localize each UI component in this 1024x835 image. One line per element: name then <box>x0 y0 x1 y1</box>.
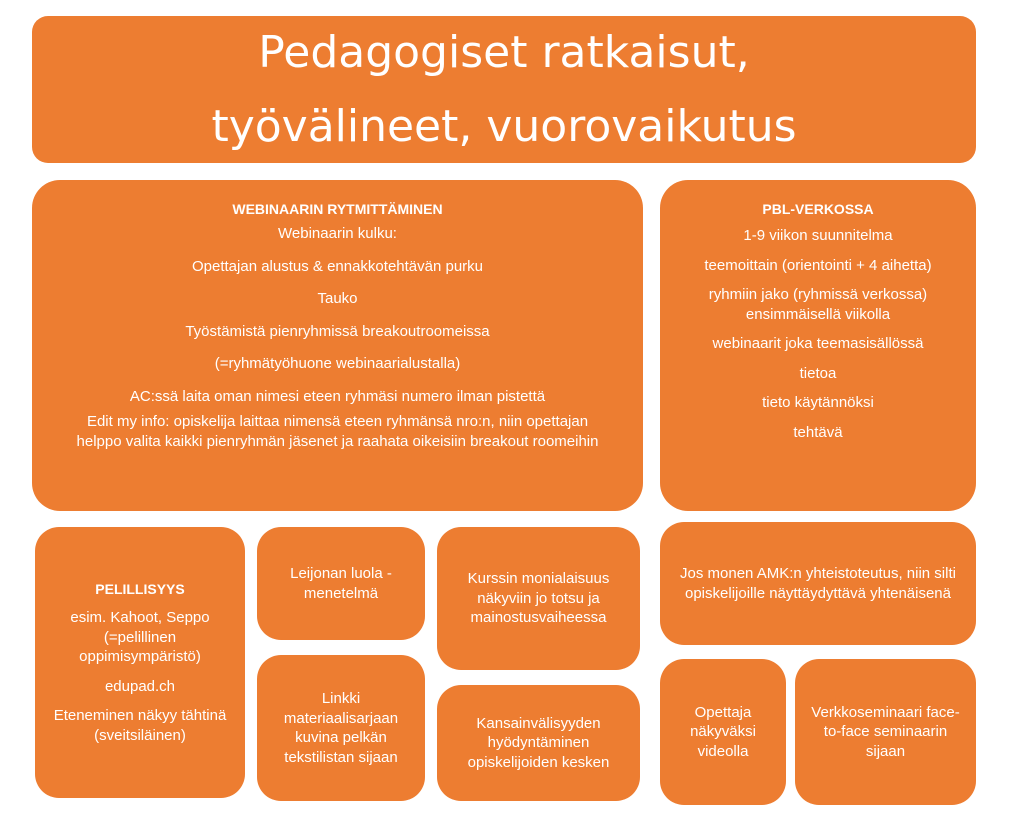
pbl-heading: PBL-VERKOSSA <box>762 201 874 217</box>
webinar-heading: WEBINAARIN RYTMITTÄMINEN <box>232 201 443 217</box>
webinar-line: Webinaarin kulku: <box>278 225 397 243</box>
lions-den-box <box>257 527 425 640</box>
material-link-text: Linkki materiaalisarjaan kuvina pelkän tekstilistan sijaan <box>283 690 399 766</box>
pbl-line: teemoittain (orientointi + 4 aihetta) <box>704 256 932 274</box>
lions-den-text: Leijonan luola -menetelmä <box>290 565 392 602</box>
gamification-line: Eteneminen näkyy tähtinä (sveitsiläinen) <box>53 707 227 744</box>
webinar-line: Edit my info: opiskelija laittaa nimensä eteen ryhmänsä nro:n, niin opettajan helppo valita kaikki pienryhmän jäsenet ja raahata oikeisiin breakout roomeihin <box>76 413 599 450</box>
pbl-line: webinaarit joka teemasisällössä <box>712 335 924 353</box>
title-line-1: Pedagogiset ratkaisut, <box>258 26 750 78</box>
material-link-box <box>257 655 425 801</box>
webinar-line: AC:ssä laita oman nimesi eteen ryhmäsi numero ilman pistettä <box>129 387 546 405</box>
multidisciplinary-box <box>437 527 640 670</box>
online-seminar-text: Verkkoseminaari face-to-face seminaarin sijaan <box>811 703 960 760</box>
title-box <box>32 16 976 163</box>
joint-implementation-text: Jos monen AMK:n yhteistoteutus, niin silti opiskelijoille näyttäydyttävä yhtenäisenä <box>680 565 956 602</box>
title-line-2: työvälineet, vuorovaikutus <box>211 100 797 152</box>
gamification-line: edupad.ch <box>104 677 176 695</box>
pbl-line: ryhmiin jako (ryhmissä verkossa) ensimmäisellä viikolla <box>708 286 928 323</box>
gamification-heading: PELILLISYYS <box>95 580 185 597</box>
teacher-video-text: Opettaja näkyväksi videolla <box>690 703 756 760</box>
internationality-box <box>437 685 640 801</box>
pbl-online-box <box>660 180 976 511</box>
webinar-rhythm-box <box>32 180 643 511</box>
webinar-line: Työstämistä pienryhmissä breakoutroomeissa <box>185 322 490 340</box>
gamification-line: esim. Kahoot, Seppo (=pelillinen oppimisympäristö) <box>70 609 210 666</box>
webinar-line: Tauko <box>317 290 358 308</box>
joint-implementation-box <box>660 522 976 645</box>
pbl-line: tehtävä <box>793 423 843 441</box>
pbl-line: 1-9 viikon suunnitelma <box>743 227 893 245</box>
pbl-line: tieto käytännöksi <box>762 394 874 412</box>
gamification-box <box>35 527 245 798</box>
webinar-line: Opettajan alustus & ennakkotehtävän purku <box>191 257 484 275</box>
online-seminar-box <box>795 659 976 805</box>
internationality-text: Kansainvälisyyden hyödyntäminen opiskelijoiden kesken <box>467 714 610 771</box>
teacher-video-box <box>660 659 786 805</box>
multidisciplinary-text: Kurssin monialaisuus näkyviin jo totsu ja mainostusvaiheessa <box>467 570 610 627</box>
pbl-line: tietoa <box>799 364 837 382</box>
webinar-line: (=ryhmätyöhuone webinaarialustalla) <box>214 355 461 373</box>
